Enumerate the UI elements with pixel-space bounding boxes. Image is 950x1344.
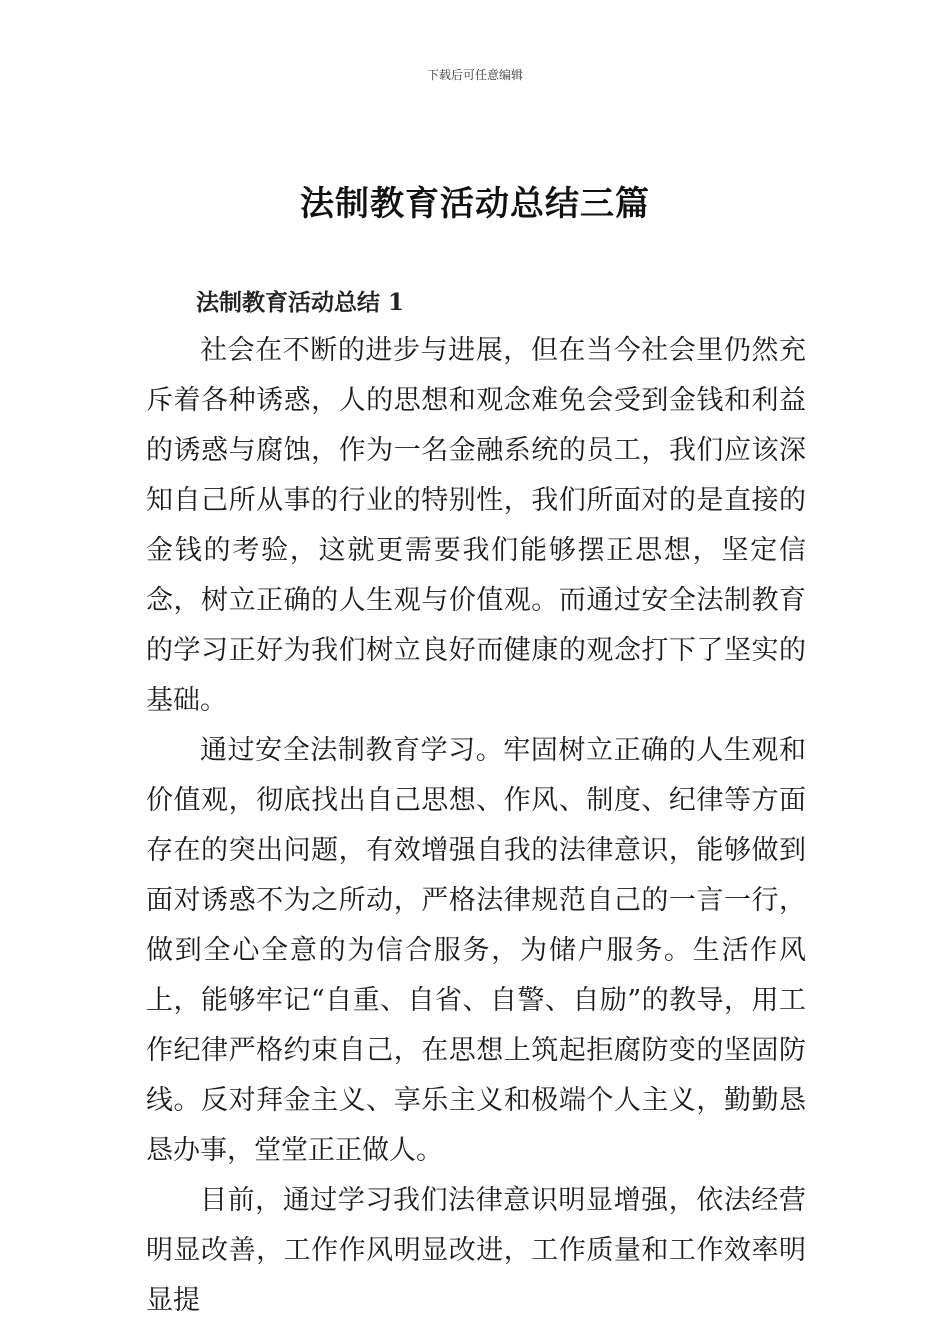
paragraph-3: 目前，通过学习我们法律意识明显增强，依法经营明显改善，工作作风明显改进，工作质量和工作效率明显提	[146, 1185, 806, 1316]
paragraph-1: 社会在不断的进步与进展，但在当今社会里仍然充斥着各种诱惑，人的思想和观念难免会受到金钱和利益的诱惑与腐蚀，作为一名金融系统的员工，我们应该深知自己所从事的行业的特别性，我们所面对的是直接的金钱的考验，这就更需要我们能够摆正思想，坚定信念，树立正确的人生观与价值观。而通过安全法制教育的学习正好为我们树立良好而健康的观念打下了坚实的基础。	[146, 335, 806, 716]
paragraph-2: 通过安全法制教育学习。牢固树立正确的人生观和价值观，彻底找出自己思想、作风、制度、纪律等方面存在的突出问题，有效增强自我的法律意识，能够做到面对诱惑不为之所动，严格法律规范自己的一言一行，做到全心全意的为信合服务，为储户服务。生活作风上，能够牢记“自重、自省、自警、自励”的教导，用工作纪律严格约束自己，在思想上筑起拒腐防变的坚固防线。反对拜金主义、享乐主义和极端个人主义，勤勤恳恳办事，堂堂正正做人。	[146, 735, 806, 1166]
document-body	[146, 326, 806, 1326]
document-title: 法制教育活动总结三篇	[300, 184, 650, 224]
section-heading: 法制教育活动总结 1	[196, 289, 405, 316]
header-note: 下载后可任意编辑	[426, 68, 523, 82]
